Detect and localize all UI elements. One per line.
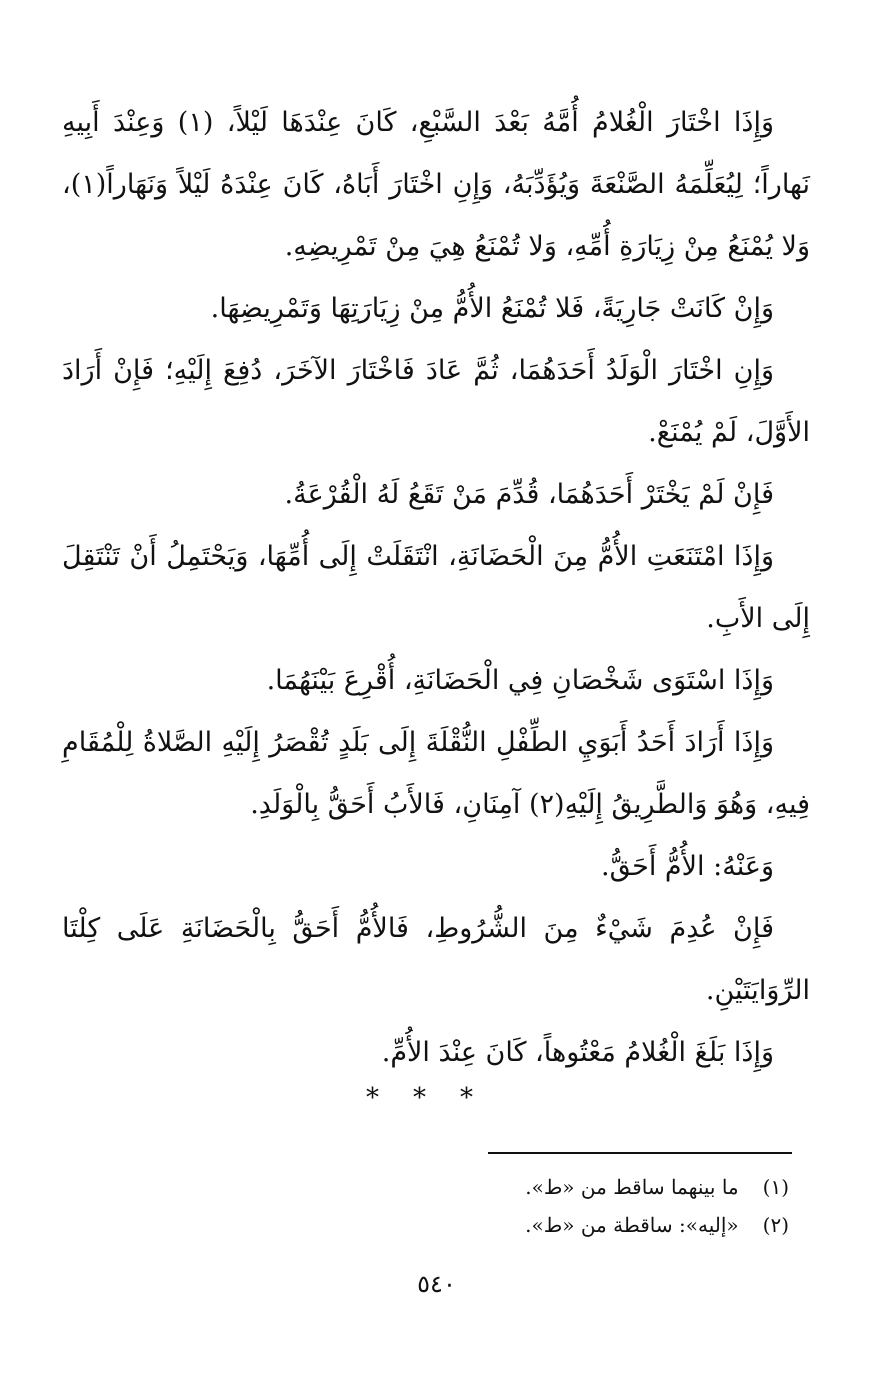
footnote-text: ما بينهما ساقط من «ط». <box>525 1175 739 1199</box>
section-separator <box>0 1083 873 1113</box>
paragraph-equal-claimants: وَإِذَا اسْتَوَى شَخْصَانِ فِي الْحَضَانَةِ، أُقْرِعَ بَيْنَهُمَا. <box>266 665 774 696</box>
footnote-number: (١) <box>762 1175 789 1199</box>
paragraph-missing-conditions: فَإِنْ عُدِمَ شَيْءٌ مِنَ الشُّرُوطِ، فَالأُمُّ أَحَقُّ بِالْحَضَانَةِ عَلَى كِلْتَا الرِّوَايَتَيْنِ. <box>62 913 810 1006</box>
separator-star: * <box>413 1083 460 1113</box>
separator-star: * <box>460 1083 507 1113</box>
footnote-divider <box>488 1152 792 1154</box>
footnotes <box>89 1168 789 1244</box>
paragraph-relocation: وَإِذَا أَرَادَ أَحَدُ أَبَوَيِ الطِّفْلِ النُّقْلَةَ إِلَى بَلَدٍ تُقْصَرُ إِلَيْهِ الصَّلاةُ لِلْمُقَامِ فِيهِ، وَهُوَ وَالطَّرِيقُ إِلَيْهِ(٢) آمِنَانِ، فَالأَبُ أَحَقُّ بِالْوَلَدِ. <box>62 727 810 820</box>
paragraph-lot-drawing: فَإِنْ لَمْ يَخْتَرْ أَحَدَهُمَا، قُدِّمَ مَنْ تَقَعُ لَهُ الْقُرْعَةُ. <box>284 479 774 510</box>
paragraph-changed-choice: وَإِنِ اخْتَارَ الْوَلَدُ أَحَدَهُمَا، ثُمَّ عَادَ فَاخْتَارَ الآخَرَ، دُفِعَ إِلَيْهِ؛ فَإِنْ أَرَادَ الأَوَّلَ، لَمْ يُمْنَعْ. <box>62 355 810 448</box>
paragraph-girl-custody: وَإِنْ كَانَتْ جَارِيَةً، فَلا تُمْنَعُ الأُمُّ مِنْ زِيَارَتِهَا وَتَمْرِيضِهَا. <box>210 293 774 324</box>
footnote-item <box>89 1206 789 1244</box>
paragraph-mother-refuses: وَإِذَا امْتَنَعَتِ الأُمُّ مِنَ الْحَضَانَةِ، انْتَقَلَتْ إِلَى أُمِّهَا، وَيَحْتَمِلُ أَنْ تَنْتَقِلَ إِلَى الأَبِ. <box>62 541 810 634</box>
page-number: ٥٤٠ <box>417 1270 456 1298</box>
paragraph-custody-choice: وَإِذَا اخْتَارَ الْغُلامُ أُمَّهُ بَعْدَ السَّبْعِ، كَانَ عِنْدَهَا لَيْلاً، (١) وَعِنْدَ أَبِيهِ نَهاراً؛ لِيُعَلِّمَهُ الصَّنْعَةَ وَيُؤَدِّبَهُ، وَإِنِ اخْتَارَ أَبَاهُ، كَانَ عِنْدَهُ لَيْلاً وَنَهَاراً(١)، وَلا يُمْنَعُ مِنْ زِيَارَةِ أُمِّهِ، وَلا تُمْنَعُ هِيَ مِنْ تَمْرِيضِهِ. <box>62 107 810 262</box>
separator-star: * <box>366 1083 413 1113</box>
main-text-body <box>62 92 810 1084</box>
paragraph-alternate-narration: وَعَنْهُ: الأُمُّ أَحَقُّ. <box>601 851 774 882</box>
footnote-item <box>89 1168 789 1206</box>
paragraph-mentally-impaired: وَإِذَا بَلَغَ الْغُلامُ مَعْتُوهاً، كَانَ عِنْدَ الأُمِّ. <box>381 1037 774 1068</box>
footnote-text: «إليه»: ساقطة من «ط». <box>525 1213 739 1237</box>
footnote-number: (٢) <box>762 1213 789 1237</box>
